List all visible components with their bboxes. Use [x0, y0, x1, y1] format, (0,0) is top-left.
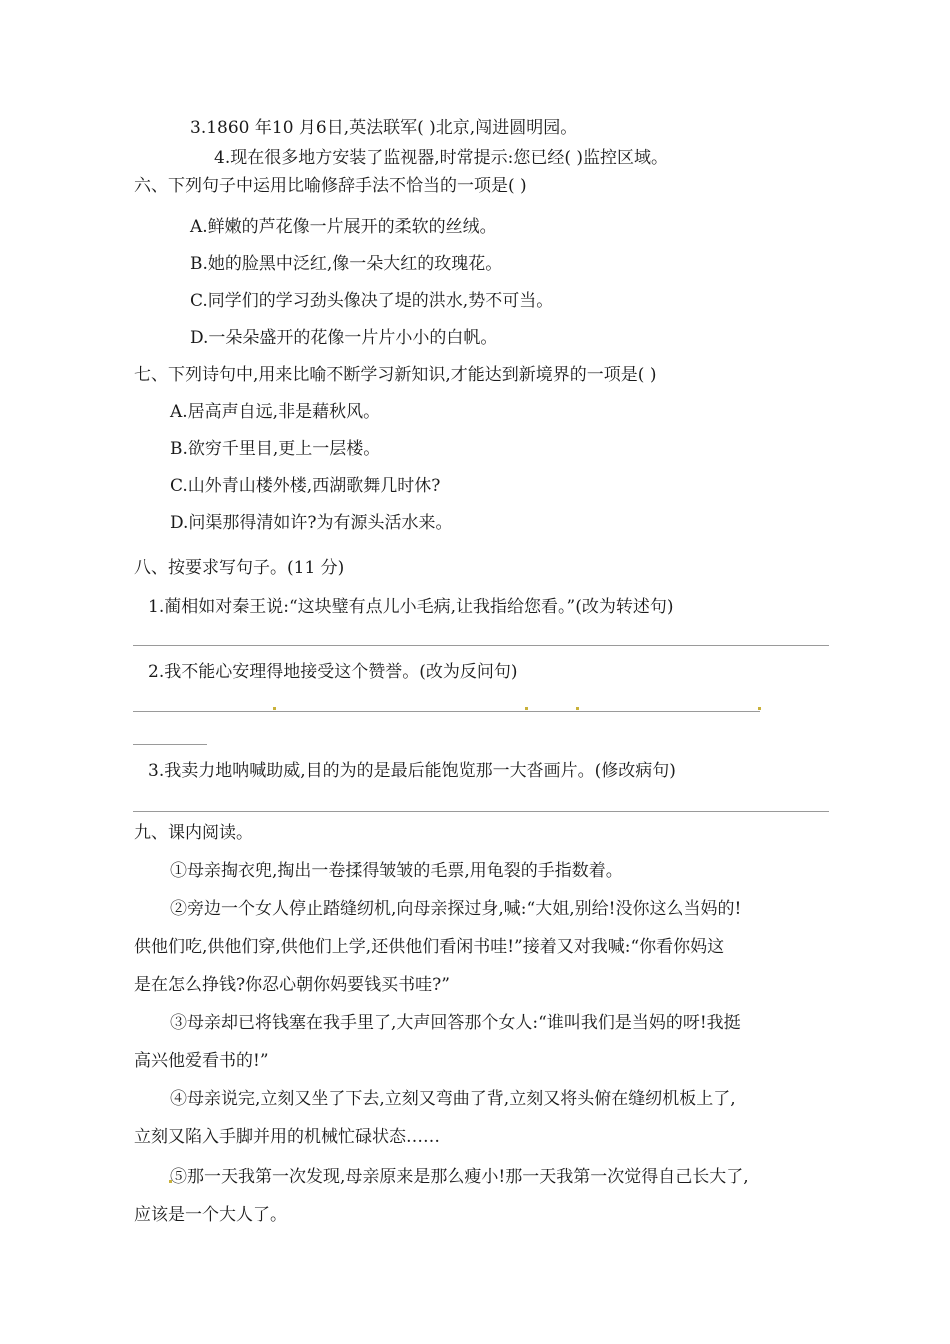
s8-heading: 八、按要求写句子。(11 分) [134, 558, 345, 578]
s7-option-c: C.山外青山楼外楼,西湖歌舞几时休? [170, 476, 441, 496]
s9-paragraph-5-line-1: ⑤那一天我第一次发现,母亲原来是那么瘦小!那一天我第一次觉得自己长大了, [170, 1167, 749, 1187]
s9-paragraph-1: ①母亲掏衣兜,掏出一卷揉得皱皱的毛票,用龟裂的手指数着。 [170, 861, 623, 881]
s8-question-3: 3.我卖力地呐喊助威,目的为的是最后能饱览那一大沓画片。(修改病句) [148, 761, 676, 781]
s7-option-a: A.居高声自远,非是藉秋风。 [170, 402, 381, 422]
answer-line-2-continued[interactable] [133, 744, 207, 745]
mark-dot [525, 707, 528, 710]
s5-question-3: 3.1860 年10 月6日,英法联军( )北京,闯进圆明园。 [190, 118, 578, 138]
s9-paragraph-4-line-2: 立刻又陷入手脚并用的机械忙碌状态…… [134, 1127, 440, 1147]
s9-paragraph-3-line-2: 高兴他爱看书的!” [134, 1051, 269, 1071]
s6-option-d: D.一朵朵盛开的花像一片片小小的白帆。 [190, 328, 498, 348]
s7-heading: 七、下列诗句中,用来比喻不断学习新知识,才能达到新境界的一项是( ) [134, 365, 657, 385]
mark-dot [758, 707, 761, 710]
s9-paragraph-2-line-1: ②旁边一个女人停止踏缝纫机,向母亲探过身,喊:“大姐,别给!没你这么当妈的! [170, 899, 742, 919]
s9-paragraph-3-line-1: ③母亲却已将钱塞在我手里了,大声回答那个女人:“谁叫我们是当妈的呀!我挺 [170, 1013, 741, 1033]
s7-option-b: B.欲穷千里目,更上一层楼。 [170, 439, 381, 459]
s9-paragraph-5-line-2: 应该是一个大人了。 [134, 1205, 287, 1225]
s6-option-c: C.同学们的学习劲头像决了堤的洪水,势不可当。 [190, 291, 554, 311]
s9-heading: 九、课内阅读。 [134, 823, 253, 843]
s8-question-1: 1.蔺相如对秦王说:“这块璧有点儿小毛病,让我指给您看。”(改为转述句) [148, 597, 674, 617]
s6-heading: 六、下列句子中运用比喻修辞手法不恰当的一项是( ) [134, 176, 527, 196]
s7-option-d: D.问渠那得清如许?为有源头活水来。 [170, 513, 453, 533]
mark-dot [273, 707, 276, 710]
s5-question-4: 4.现在很多地方安装了监视器,时常提示:您已经( )监控区域。 [214, 148, 669, 168]
mark-dot [576, 707, 579, 710]
s8-question-2: 2.我不能心安理得地接受这个赞誉。(改为反问句) [148, 662, 518, 682]
answer-line-2[interactable] [133, 711, 760, 712]
answer-line-3[interactable] [133, 811, 829, 812]
s9-paragraph-4-line-1: ④母亲说完,立刻又坐了下去,立刻又弯曲了背,立刻又将头俯在缝纫机板上了, [170, 1089, 736, 1109]
s9-paragraph-2-line-3: 是在怎么挣钱?你忍心朝你妈要钱买书哇?” [134, 975, 450, 995]
s6-option-b: B.她的脸黑中泛红,像一朵大红的玫瑰花。 [190, 254, 503, 274]
s9-paragraph-2-line-2: 供他们吃,供他们穿,供他们上学,还供他们看闲书哇!”接着又对我喊:“你看你妈这 [134, 937, 725, 957]
s6-option-a: A.鲜嫩的芦花像一片展开的柔软的丝绒。 [190, 217, 497, 237]
answer-line-1[interactable] [133, 645, 829, 646]
